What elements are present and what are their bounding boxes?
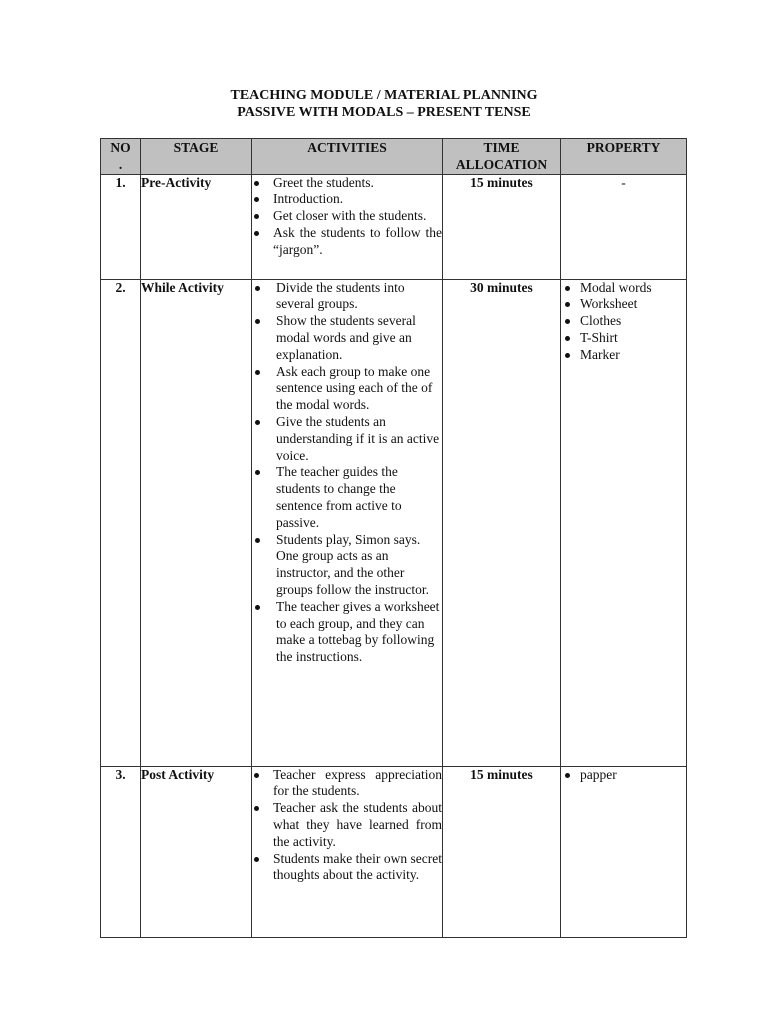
activity-item: Ask each group to make one sentence using each of the of the modal words. xyxy=(252,364,442,414)
property-item: papper xyxy=(561,767,686,784)
activity-item: The teacher gives a worksheet to each group, and they can make a tottebag by following the instructions. xyxy=(252,599,442,666)
lesson-plan-table xyxy=(100,138,687,938)
row-activities xyxy=(252,279,443,766)
row-property xyxy=(561,279,687,766)
activity-item: Greet the students. xyxy=(252,175,442,192)
row-activities xyxy=(252,174,443,279)
table-header-row xyxy=(101,139,687,175)
activity-item: Teacher express appreciation for the students. xyxy=(252,767,442,801)
activity-item: Give the students an understanding if it is an active voice. xyxy=(252,414,442,464)
row-time: 15 minutes xyxy=(443,766,561,937)
table-row xyxy=(101,766,687,937)
property-item: Worksheet xyxy=(561,296,686,313)
table-row xyxy=(101,174,687,279)
row-number: 2. xyxy=(101,279,141,766)
header-time: TIME ALLOCATION xyxy=(443,139,561,175)
row-time: 15 minutes xyxy=(443,174,561,279)
table-row xyxy=(101,279,687,766)
row-property xyxy=(561,766,687,937)
document-title: TEACHING MODULE / MATERIAL PLANNING xyxy=(230,88,538,103)
row-number: 1. xyxy=(101,174,141,279)
row-property: - xyxy=(561,174,687,279)
activity-item: The teacher guides the students to change the sentence from active to passive. xyxy=(252,464,442,531)
activity-item: Students make their own secret thoughts about the activity. xyxy=(252,851,442,885)
activity-item: Divide the students into several groups. xyxy=(252,280,442,314)
property-item: T-Shirt xyxy=(561,330,686,347)
property-item: Marker xyxy=(561,347,686,364)
header-activities: ACTIVITIES xyxy=(252,139,443,175)
activity-item: Introduction. xyxy=(252,191,442,208)
activity-item: Get closer with the students. xyxy=(252,208,442,225)
header-property: PROPERTY xyxy=(561,139,687,175)
row-stage: Pre-Activity xyxy=(141,174,252,279)
row-number: 3. xyxy=(101,766,141,937)
row-activities xyxy=(252,766,443,937)
row-time: 30 minutes xyxy=(443,279,561,766)
property-item: Clothes xyxy=(561,313,686,330)
row-stage: While Activity xyxy=(141,279,252,766)
header-stage: STAGE xyxy=(141,139,252,175)
header-no: NO . xyxy=(101,139,141,175)
activity-item: Teacher ask the students about what they have learned from the activity. xyxy=(252,800,442,850)
row-stage: Post Activity xyxy=(141,766,252,937)
activity-item: Show the students several modal words and give an explanation. xyxy=(252,313,442,363)
activity-item: Ask the students to follow the “jargon”. xyxy=(252,225,442,259)
activity-item: Students play, Simon says. One group acts as an instructor, and the other groups follow the instructor. xyxy=(252,532,442,599)
document-subtitle: PASSIVE WITH MODALS – PRESENT TENSE xyxy=(237,105,531,120)
property-item: Modal words xyxy=(561,280,686,297)
